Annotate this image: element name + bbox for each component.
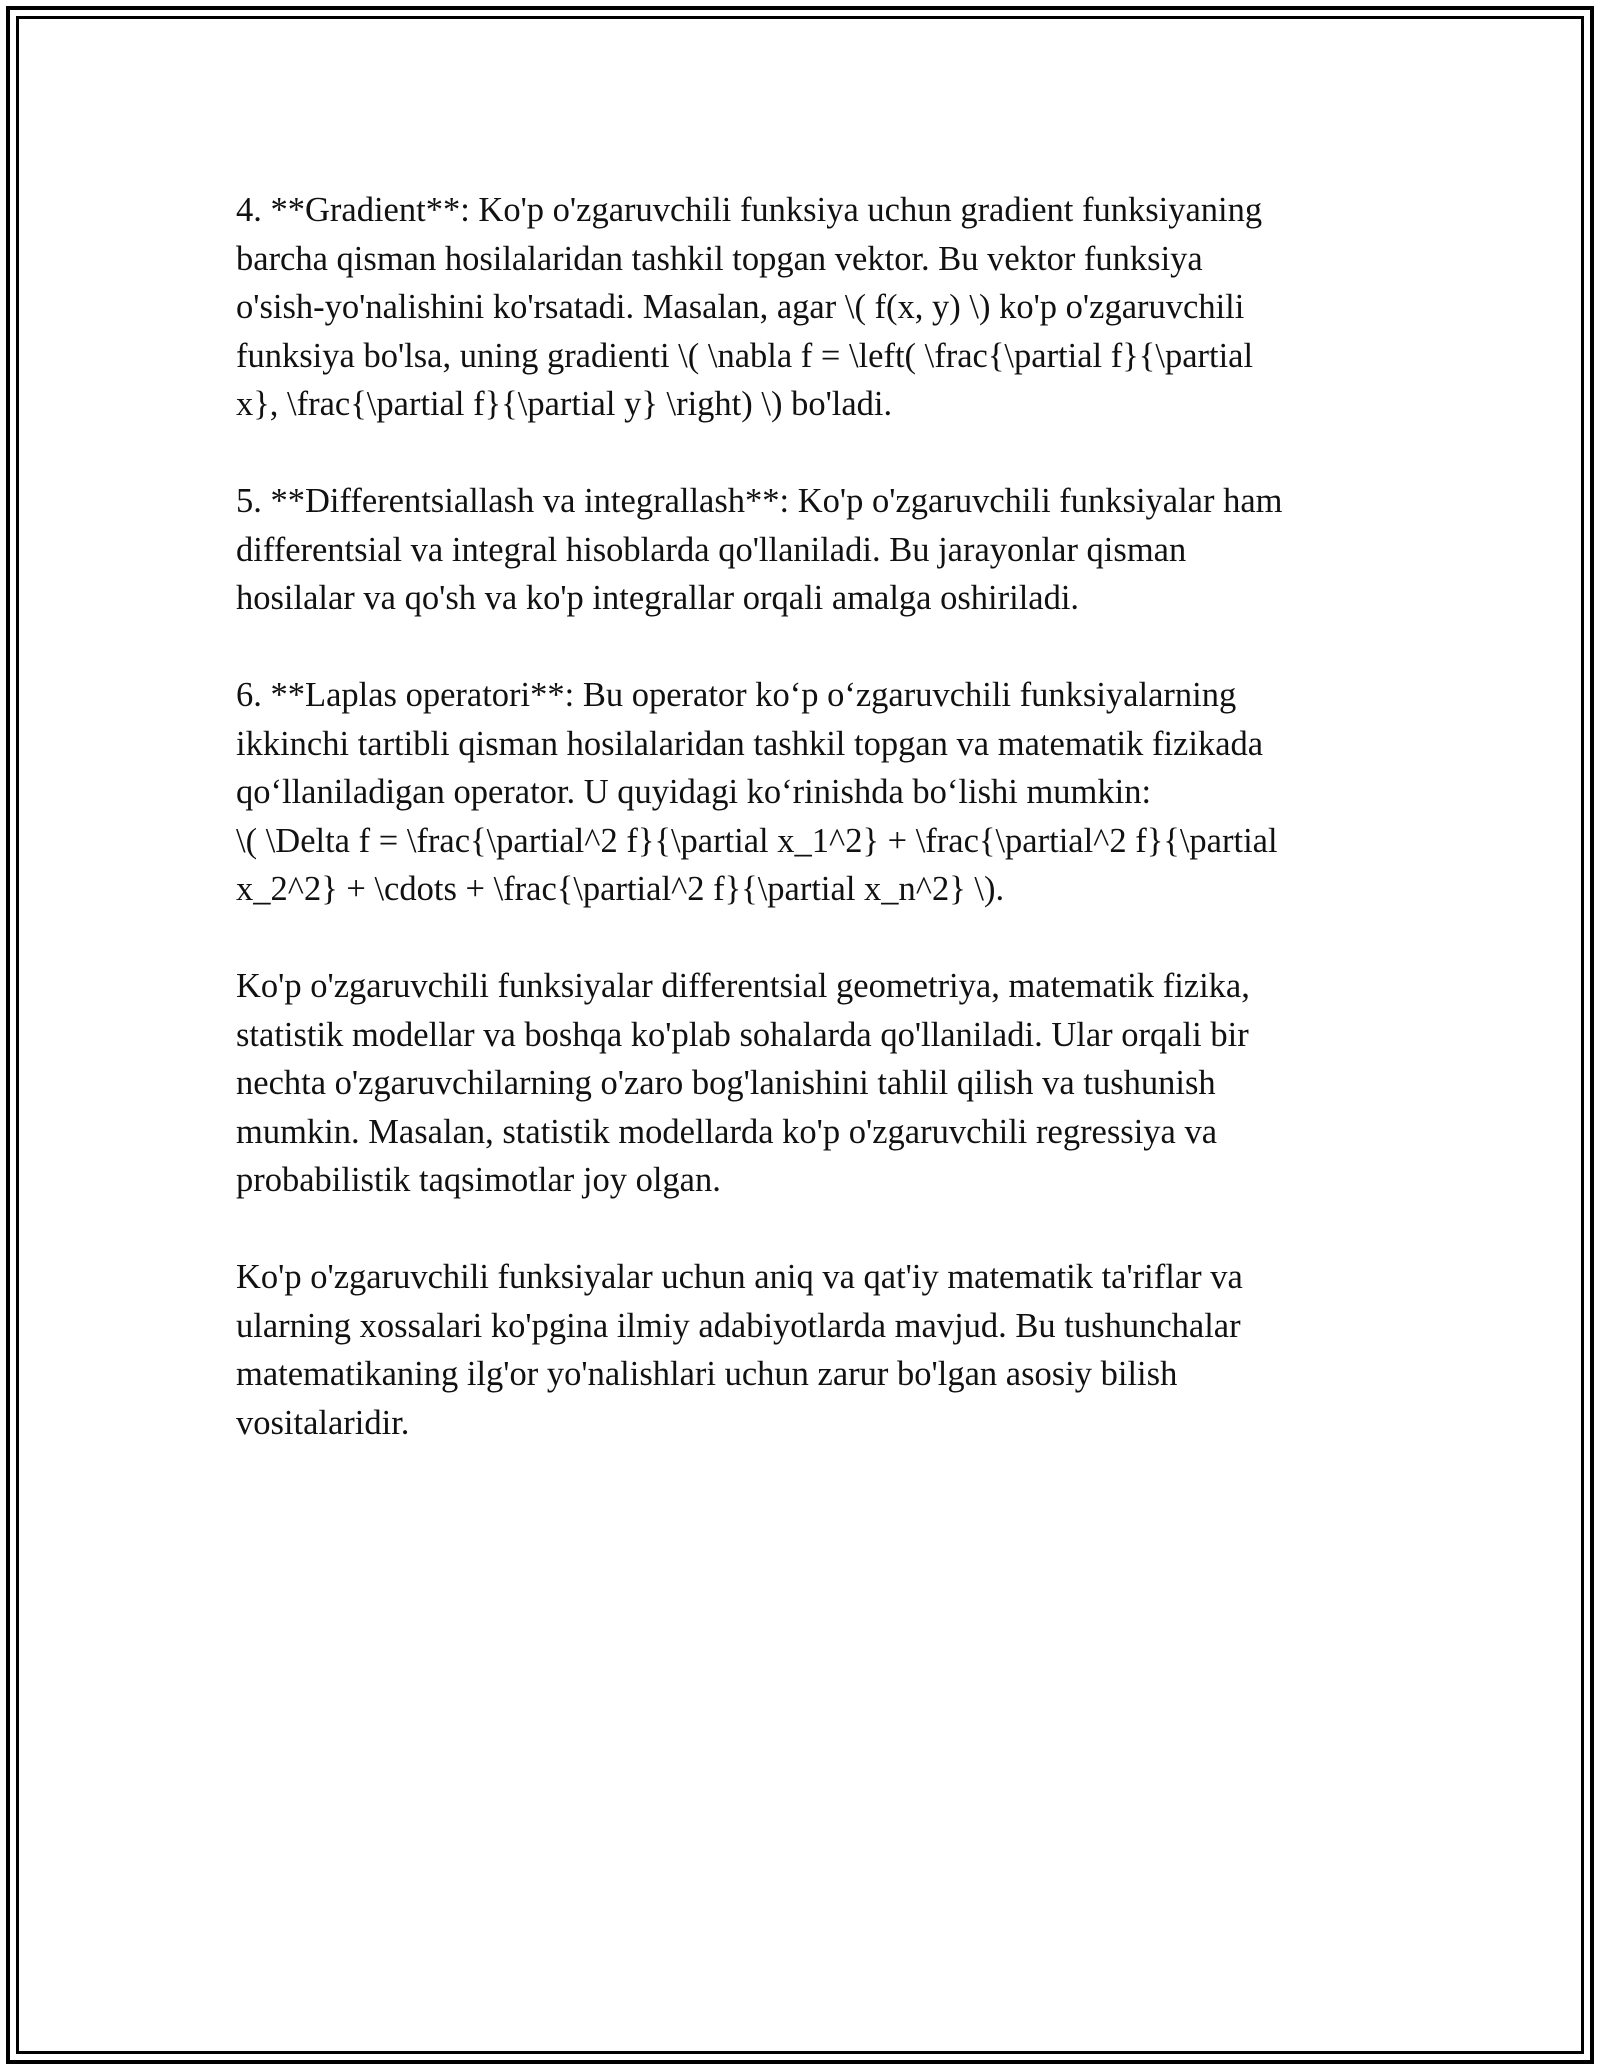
paragraph-conclusion: Ko'p o'zgaruvchili funksiyalar uchun aniq va qat'iy matematik ta'riflar va ularning xossalari ko'pgina ilmiy adabiyotlarda mavjud. Bu tushunchalar matematikaning ilg'or yo'nalishlari uchun zarur bo'lgan asosiy bilish vositalaridir. bbox=[236, 1258, 1243, 1442]
paragraph-laplace-operator: 6. **Laplas operatori**: Bu operator ko‘p o‘zgaruvchili funksiyalarning ikkinchi tartibli qisman hosilalaridan tashkil topgan va matematik fizikada qo‘llaniladigan operator. U quyidagi ko‘rinishda bo‘lishi mumkin: \( \Delta f = \frac{\partial^2 f}{\partial x_1^2} + \frac{\partial^2 f}{\partial x_2^2} + \cdots + \frac{\partial^2 f}{\partial x_n^2} \). bbox=[236, 676, 1278, 908]
document-body bbox=[236, 186, 1356, 1496]
paragraph-gradient: 4. **Gradient**: Ko'p o'zgaruvchili funksiya uchun gradient funksiyaning barcha qisman hosilalaridan tashkil topgan vektor. Bu vektor funksiya o'sish-yo'nalishini ko'rsatadi. Masalan, agar \( f(x, y) \) ko'p o'zgaruvchili funksiya bo'lsa, uning gradienti \( \nabla f = \left( \frac{\partial f}{\partial x}, \frac{\partial f}{\partial y} \right) \) bo'ladi. bbox=[236, 191, 1263, 423]
paragraph-differentiation-integration: 5. **Differentsiallash va integrallash**: Ko'p o'zgaruvchili funksiyalar ham differentsial va integral hisoblarda qo'llaniladi. Bu jarayonlar qisman hosilalar va qo'sh va ko'p integrallar orqali amalga oshiriladi. bbox=[236, 482, 1283, 617]
paragraph-applications: Ko'p o'zgaruvchili funksiyalar differentsial geometriya, matematik fizika, statistik modellar va boshqa ko'plab sohalarda qo'llaniladi. Ular orqali bir nechta o'zgaruvchilarning o'zaro bog'lanishini tahlil qilish va tushunish mumkin. Masalan, statistik modellarda ko'p o'zgaruvchili regressiya va probabilistik taqsimotlar joy olgan. bbox=[236, 967, 1250, 1199]
